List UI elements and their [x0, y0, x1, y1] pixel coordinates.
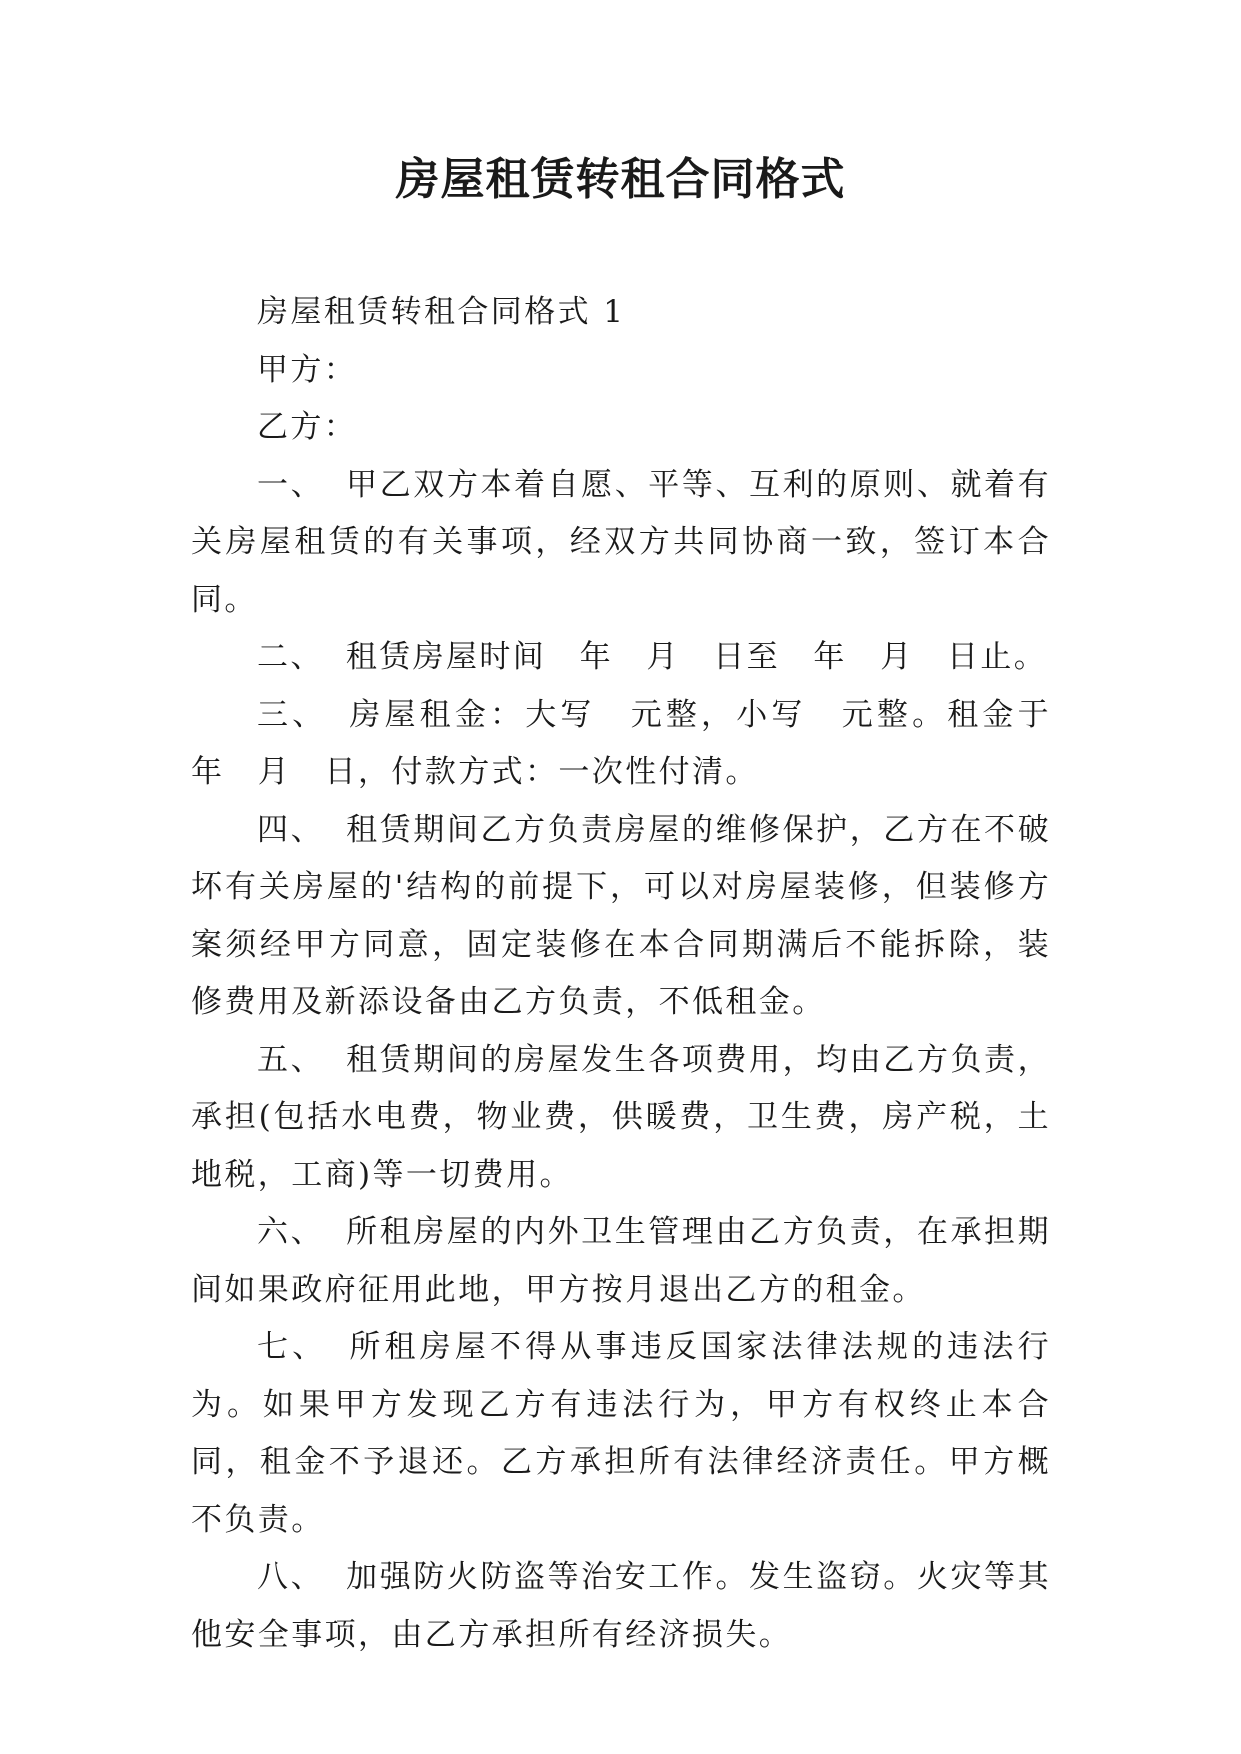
clause-1: [191, 457, 1051, 630]
clause-number: 二、: [257, 639, 324, 675]
clause-number: 五、: [257, 1041, 325, 1078]
document-title: 房屋租赁转租合同格式: [395, 154, 846, 205]
clause-text: 租赁房屋时间 年 月 日至 年 月 日止。: [345, 639, 1048, 675]
clause-text: 租赁期间的房屋发生各项费用，均由乙方负责，承担(包括水电费，物业费，供暖费，卫生费，房产税，土地税，工商)等一切费用。: [191, 1041, 1051, 1193]
clause-6: [191, 1204, 1051, 1319]
party-b-line: 乙方：: [257, 409, 358, 445]
clause-text: 租赁期间乙方负责房屋的维修保护，乙方在不破坏有关房屋的'结构的前提下，可以对房屋装修，但装修方案须经甲方同意，固定装修在本合同期满后不能拆除，装修费用及新添设备由乙方负责，不低租金。: [191, 811, 1051, 1020]
clause-number: 四、: [257, 811, 325, 848]
clause-7: [191, 1319, 1051, 1549]
clause-number: 三、: [257, 696, 328, 733]
contract-subtitle: 房屋租赁转租合同格式 1: [257, 294, 626, 330]
document-body: [191, 284, 1085, 1664]
clause-8: [191, 1549, 1051, 1664]
clause-4: [191, 802, 1051, 1032]
clause-3: [191, 687, 1085, 802]
clause-text: 所租房屋不得从事违反国家法律法规的违法行为。如果甲方发现乙方有违法行为，甲方有权终止本合同，租金不予退还。乙方承担所有法律经济责任。甲方概不负责。: [191, 1329, 1051, 1538]
party-a-line: 甲方：: [257, 351, 358, 388]
clause-number: 八、: [257, 1559, 325, 1595]
clause-5: [191, 1032, 1051, 1205]
clause-number: 七、: [257, 1329, 328, 1365]
clause-2: [191, 629, 1051, 687]
clause-text: 所租房屋的内外卫生管理由乙方负责，在承担期间如果政府征用此地，甲方按月退出乙方的租金。: [191, 1214, 1051, 1308]
clause-number: 一、: [257, 466, 325, 503]
clause-text: 加强防火防盗等治安工作。发生盗窃。火灾等其他安全事项，由乙方承担所有经济损失。: [191, 1559, 1051, 1653]
clause-text: 甲乙双方本着自愿、平等、互利的原则、就着有关房屋租赁的有关事项，经双方共同协商一致，签订本合同。: [191, 466, 1051, 618]
clause-number: 六、: [257, 1214, 325, 1250]
clause-text: 房屋租金：大写 元整，小写 元整。租金于 年 月 日，付款方式：一次性付清。: [191, 696, 1085, 790]
